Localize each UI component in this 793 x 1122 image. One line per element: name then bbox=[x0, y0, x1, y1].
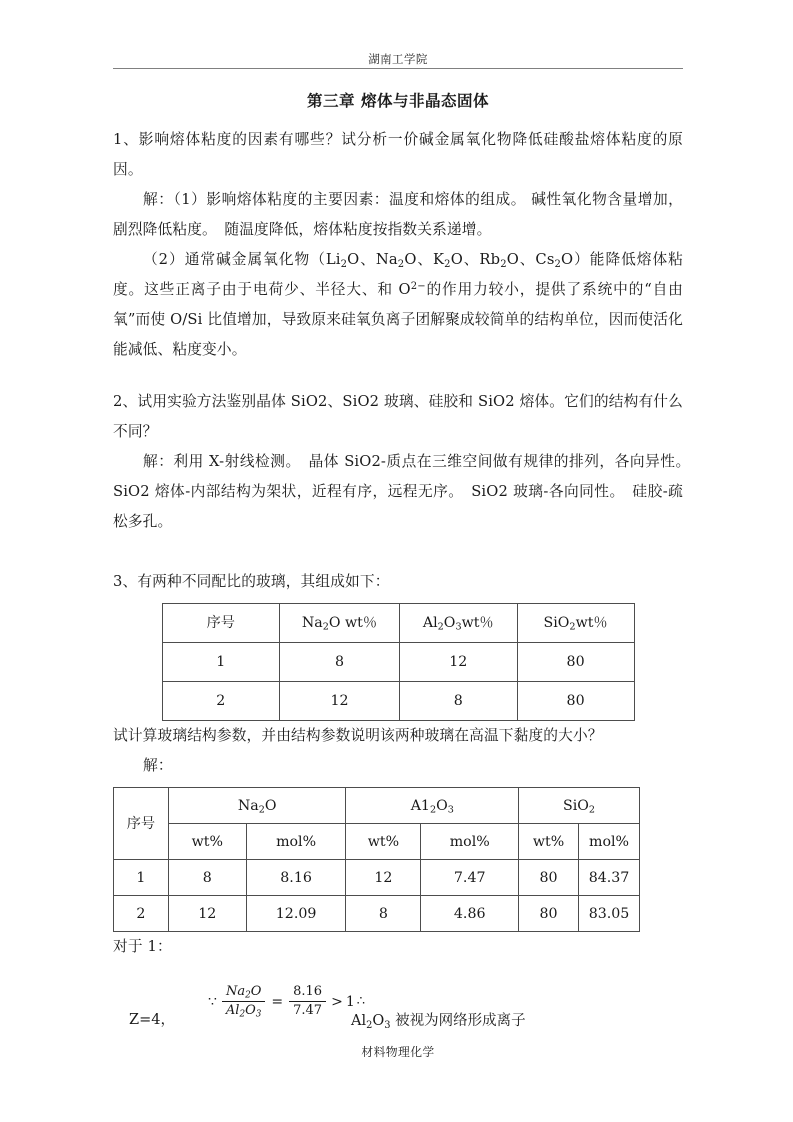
page-header bbox=[113, 52, 683, 69]
header-institution: 湖南工学院 bbox=[368, 52, 428, 66]
greater-than-value: 1 bbox=[345, 993, 355, 1010]
subheader-na2o-mol: mol% bbox=[246, 824, 346, 860]
cell-sio2: 80 bbox=[517, 682, 634, 721]
col-header-al2o3: $Al_2O_3wt$％ bbox=[399, 604, 517, 643]
question-1-answer-part2: （2）通常碱金属氧化物（$Li_2O$、$Na_2O$、$K_2O$、$Rb_2O$、$Cs_2O$）能降低熔体粘度。这些正离子由于电荷少、半径大、和 $O^{2-}$的作用力较小，提供了系统中的“自由氧”而使 O/Si 比值增加，导致原来硅氧负离子团解聚成较简单的结构单位，因而使活化能减低、粘度变小。 bbox=[113, 251, 684, 358]
question-2-prompt: 2、试用实验方法鉴别晶体 SiO2、SiO2 玻璃、硅胶和 SiO2 熔体。它们的结构有什么不同？ bbox=[113, 393, 683, 440]
group-header-sio2: SiO$_2$ bbox=[519, 788, 640, 824]
col-header-index: 序号 bbox=[114, 788, 169, 860]
spacer bbox=[113, 537, 683, 567]
question-3-prompt: 3、有两种不同配比的玻璃，其组成如下： bbox=[113, 573, 390, 590]
subheader-al2o3-mol: mol% bbox=[421, 824, 519, 860]
group-header-na2o: $Na_2O$ bbox=[168, 788, 346, 824]
subheader-al2o3-wt: wt% bbox=[346, 824, 421, 860]
col-header-sio2: SiO$_2$wt％ bbox=[517, 604, 634, 643]
cell-al2o3-wt: 8 bbox=[346, 896, 421, 932]
cell-sio2-wt: 80 bbox=[519, 896, 579, 932]
ratio-expression bbox=[208, 984, 365, 1019]
table-row bbox=[162, 682, 634, 721]
col-header-index: 序号 bbox=[162, 604, 280, 643]
table-subheader-row bbox=[114, 824, 640, 860]
composition-table bbox=[162, 603, 635, 721]
cell-sio2-wt: 80 bbox=[519, 860, 579, 896]
cell-al2o3-wt: 12 bbox=[346, 860, 421, 896]
cell-index: 2 bbox=[162, 682, 280, 721]
question-1-prompt: 1、影响熔体粘度的因素有哪些？试分析一价碱金属氧化物降低硅酸盐熔体粘度的原因。 bbox=[113, 131, 683, 178]
header-divider bbox=[113, 68, 683, 69]
cell-al2o3-mol: 4.86 bbox=[421, 896, 519, 932]
fraction-denominator-value: 7.47 bbox=[293, 1003, 323, 1018]
cell-na2o-mol: 8.16 bbox=[246, 860, 346, 896]
cell-na2o-mol: 12.09 bbox=[246, 896, 346, 932]
cell-sio2-mol: 84.37 bbox=[579, 860, 640, 896]
document-body bbox=[113, 90, 698, 1044]
composition-table-wrap bbox=[113, 603, 683, 721]
col-header-na2o: $Na_2O$ wt％ bbox=[280, 604, 400, 643]
formula-lead-in: 对于 1： bbox=[113, 938, 172, 955]
cell-index: 1 bbox=[162, 643, 280, 682]
cell-na2o-wt: 12 bbox=[168, 896, 246, 932]
question-2-answer: 解：利用 X-射线检测。 晶体 SiO2-质点在三维空间做有规律的排列，各向异性。 SiO2 熔体-内部结构为架状，近程有序，远程无序。 SiO2 玻璃-各向同性。 硅胶-疏松多孔。 bbox=[113, 453, 698, 530]
subheader-sio2-wt: wt% bbox=[519, 824, 579, 860]
cell-sio2-mol: 83.05 bbox=[579, 896, 640, 932]
structure-table bbox=[113, 787, 640, 932]
therefore-symbol: ∴ bbox=[356, 994, 366, 1009]
cell-na2o: 8 bbox=[280, 643, 400, 682]
formula-block bbox=[113, 966, 683, 1044]
table-group-header-row bbox=[114, 788, 640, 824]
structure-table-wrap bbox=[113, 787, 683, 932]
numeric-ratio-fraction bbox=[289, 984, 326, 1019]
table-row bbox=[162, 643, 634, 682]
cell-al2o3-mol: 7.47 bbox=[421, 860, 519, 896]
fraction-numerator-na2o: $Na_2O$ bbox=[222, 984, 265, 1002]
cell-al2o3: 12 bbox=[399, 643, 517, 682]
page-footer: 材料物理化学 bbox=[361, 1045, 435, 1059]
cell-index: 1 bbox=[114, 860, 169, 896]
because-symbol: ∵ bbox=[208, 993, 217, 1010]
group-header-al2o3: $A1_2O_3$ bbox=[346, 788, 519, 824]
cell-al2o3: 8 bbox=[399, 682, 517, 721]
z-value-label: Z=4， bbox=[129, 1012, 175, 1028]
greater-than-symbol: > bbox=[331, 993, 343, 1010]
question-3-solution-label: 解： bbox=[143, 757, 173, 774]
formula-conclusion: $Al_2O_3$ 被视为网络形成离子 bbox=[351, 1013, 526, 1031]
oxide-ratio-fraction bbox=[222, 984, 265, 1019]
cell-na2o-wt: 8 bbox=[168, 860, 246, 896]
cell-sio2: 80 bbox=[517, 643, 634, 682]
subheader-na2o-wt: wt% bbox=[168, 824, 246, 860]
spacer bbox=[113, 365, 683, 387]
cell-na2o: 12 bbox=[280, 682, 400, 721]
question-1-answer-part1: 解：（1）影响熔体粘度的主要因素：温度和熔体的组成。 碱性氧化物含量增加，剧烈降低粘度。 随温度降低，熔体粘度按指数关系递增。 bbox=[113, 191, 683, 238]
table-header-row bbox=[162, 604, 634, 643]
cell-index: 2 bbox=[114, 896, 169, 932]
equals-symbol: = bbox=[271, 993, 284, 1010]
fraction-denominator-al2o3: $Al_2O_3$ bbox=[225, 1003, 262, 1020]
table-row bbox=[114, 860, 640, 896]
table-row bbox=[114, 896, 640, 932]
fraction-numerator-value: 8.16 bbox=[289, 984, 326, 1002]
question-3-followup: 试计算玻璃结构参数，并由结构参数说明该两种玻璃在高温下黏度的大小？ bbox=[113, 727, 603, 744]
subheader-sio2-mol: mol% bbox=[579, 824, 640, 860]
page-title: 第三章 熔体与非晶态固体 bbox=[307, 91, 489, 110]
